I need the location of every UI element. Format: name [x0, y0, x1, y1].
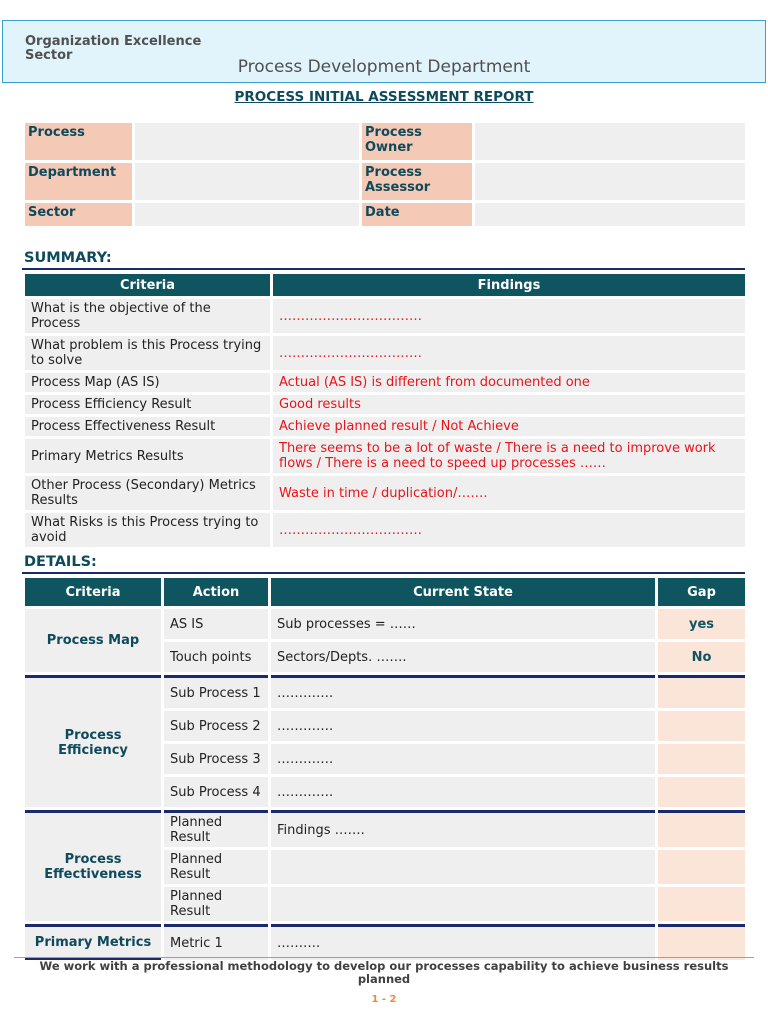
criteria-cell: Process Effectiveness Result	[25, 417, 270, 436]
action-cell: Metric 1	[164, 924, 268, 960]
state-cell: ………….	[271, 744, 655, 774]
action-cell: Sub Process 3	[164, 744, 268, 774]
department-label: Department	[25, 163, 132, 200]
criteria-cell: Process Efficiency Result	[25, 395, 270, 414]
action-cell: Sub Process 4	[164, 777, 268, 807]
findings-cell: Waste in time / duplication/…….	[273, 476, 745, 510]
criteria-cell: What problem is this Process trying to solve	[25, 336, 270, 370]
table-row	[25, 476, 745, 510]
table-row	[25, 810, 745, 847]
table-row	[25, 924, 745, 960]
gap-cell	[658, 887, 745, 921]
process-assessor-label: Process Assessor	[362, 163, 472, 200]
table-row	[25, 373, 745, 392]
process-owner-field[interactable]	[475, 123, 745, 160]
gap-cell	[658, 810, 745, 847]
criteria-cell: Primary Metrics Results	[25, 439, 270, 473]
action-cell: Planned Result	[164, 810, 268, 847]
action-cell: Planned Result	[164, 850, 268, 884]
state-cell	[271, 850, 655, 884]
summary-table	[22, 271, 748, 550]
findings-cell: There seems to be a lot of waste / There is a need to improve work flows / There is a need to speed up processes ……	[273, 439, 745, 473]
table-row	[25, 395, 745, 414]
action-cell: AS IS	[164, 609, 268, 639]
details-rule	[22, 572, 745, 574]
info-table	[22, 120, 748, 229]
findings-cell: ……………………………	[273, 299, 745, 333]
table-row	[25, 609, 745, 639]
state-cell	[271, 887, 655, 921]
criteria-process-effectiveness: Process Effectiveness	[25, 810, 161, 921]
criteria-cell: What is the objective of the Process	[25, 299, 270, 333]
gap-cell	[658, 924, 745, 960]
table-row	[25, 417, 745, 436]
summary-title: SUMMARY:	[24, 250, 112, 266]
state-cell: Findings …….	[271, 810, 655, 847]
gap-cell	[658, 850, 745, 884]
process-owner-label: Process Owner	[362, 123, 472, 160]
department-title: Process Development Department	[237, 57, 531, 77]
process-assessor-field[interactable]	[475, 163, 745, 200]
sector-label: Sector	[25, 203, 132, 226]
summary-header-findings: Findings	[273, 274, 745, 296]
findings-cell: Good results	[273, 395, 745, 414]
state-cell: ………….	[271, 675, 655, 708]
table-row	[25, 299, 745, 333]
process-label: Process	[25, 123, 132, 160]
footer-text: We work with a professional methodology to develop our processes capability to achieve business results planned	[39, 959, 729, 986]
org-name: Organization Excellence Sector	[25, 34, 202, 63]
summary-header-criteria: Criteria	[25, 274, 270, 296]
state-cell: Sub processes = ……	[271, 609, 655, 639]
action-cell: Sub Process 2	[164, 711, 268, 741]
footer-rule	[14, 957, 754, 958]
gap-cell: yes	[658, 609, 745, 639]
details-header-action: Action	[164, 578, 268, 606]
findings-cell: Actual (AS IS) is different from documented one	[273, 373, 745, 392]
state-cell: ………….	[271, 777, 655, 807]
findings-cell: Achieve planned result / Not Achieve	[273, 417, 745, 436]
criteria-primary-metrics: Primary Metrics	[25, 924, 161, 960]
table-row	[25, 675, 745, 708]
details-table	[22, 575, 748, 963]
gap-cell	[658, 675, 745, 708]
action-cell: Sub Process 1	[164, 675, 268, 708]
header-banner	[2, 20, 766, 83]
details-header-criteria: Criteria	[25, 578, 161, 606]
findings-cell: ……………………………	[273, 513, 745, 547]
table-row	[25, 336, 745, 370]
sector-field[interactable]	[135, 203, 359, 226]
details-header-gap: Gap	[658, 578, 745, 606]
table-row	[25, 439, 745, 473]
summary-rule	[22, 268, 745, 270]
table-row	[25, 513, 745, 547]
criteria-process-efficiency: Process Efficiency	[25, 675, 161, 807]
criteria-cell: What Risks is this Process trying to avoid	[25, 513, 270, 547]
criteria-process-map: Process Map	[25, 609, 161, 672]
gap-cell	[658, 777, 745, 807]
findings-cell: ……………………………	[273, 336, 745, 370]
gap-cell	[658, 744, 745, 774]
criteria-cell: Other Process (Secondary) Metrics Results	[25, 476, 270, 510]
process-field[interactable]	[135, 123, 359, 160]
action-cell: Planned Result	[164, 887, 268, 921]
department-field[interactable]	[135, 163, 359, 200]
date-field[interactable]	[475, 203, 745, 226]
report-title: PROCESS INITIAL ASSESSMENT REPORT	[234, 89, 534, 105]
date-label: Date	[362, 203, 472, 226]
state-cell: Sectors/Depts. …….	[271, 642, 655, 672]
details-title: DETAILS:	[24, 554, 97, 570]
gap-cell	[658, 711, 745, 741]
action-cell: Touch points	[164, 642, 268, 672]
gap-cell: No	[658, 642, 745, 672]
details-header-current-state: Current State	[271, 578, 655, 606]
page-number: 1 - 2	[371, 994, 397, 1005]
state-cell: ……….	[271, 924, 655, 960]
state-cell: ………….	[271, 711, 655, 741]
criteria-cell: Process Map (AS IS)	[25, 373, 270, 392]
